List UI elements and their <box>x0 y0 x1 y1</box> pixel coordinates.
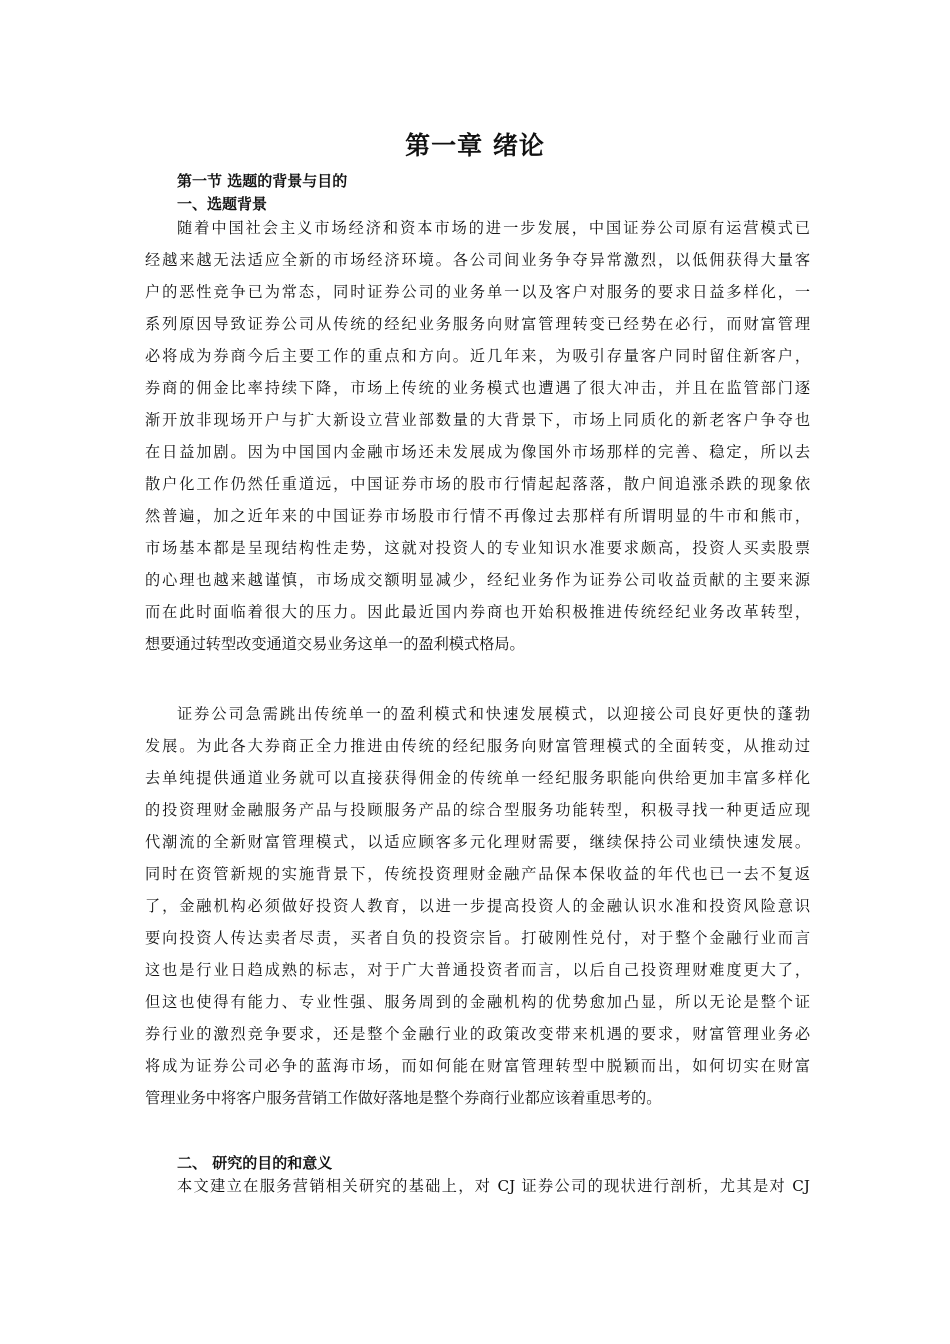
paragraph-line: 散户化工作仍然任重道远，中国证券市场的股市行情起起落落，散户间追涨杀跌的现象依 <box>145 475 810 493</box>
paragraph-line: 随着中国社会主义市场经济和资本市场的进一步发展，中国证券公司原有运营模式已 <box>177 219 810 237</box>
paragraph-line: 的投资理财金融服务产品与投顾服务产品的综合型服务功能转型，积极寻找一种更适应现 <box>145 801 810 819</box>
paragraph-line: 管理业务中将客户服务营销工作做好落地是整个券商行业都应该着重思考的。 <box>145 1089 662 1107</box>
paragraph-transformation <box>145 698 810 1114</box>
section-title: 第一节 选题的背景与目的 <box>177 172 348 190</box>
paragraph-line: 去单纯提供通道业务就可以直接获得佣金的传统单一经纪服务职能向供给更加丰富多样化 <box>145 769 810 787</box>
paragraph-line: 证券公司急需跳出传统单一的盈利模式和快速发展模式，以迎接公司良好更快的蓬勃 <box>177 705 810 723</box>
paragraph-line: 了，金融机构必须做好投资人教育，以进一步提高投资人的金融认识水准和投资风险意识 <box>145 897 810 915</box>
paragraph-line: 发展。为此各大券商正全力推进由传统的经纪服务向财富管理模式的全面转变，从推动过 <box>145 737 810 755</box>
paragraph-line: 在日益加剧。因为中国国内金融市场还未发展成为像国外市场那样的完善、稳定，所以去 <box>145 443 810 461</box>
paragraph-line: 但这也使得有能力、专业性强、服务周到的金融机构的优势愈加凸显，所以无论是整个证 <box>145 993 810 1011</box>
paragraph-line: 代潮流的全新财富管理模式，以适应顾客多元化理财需要，继续保持公司业绩快速发展。 <box>145 833 810 851</box>
paragraph-line: 券行业的激烈竞争要求，还是整个金融行业的政策改变带来机遇的要求，财富管理业务必 <box>145 1025 810 1043</box>
paragraph-line: 将成为证券公司必争的蓝海市场，而如何能在财富管理转型中脱颖而出，如何切实在财富 <box>145 1057 810 1075</box>
paragraph-line: 的心理也越来越谨慎，市场成交额明显减少，经纪业务作为证券公司收益贡献的主要来源 <box>145 571 810 589</box>
paragraph-line: 系列原因导致证券公司从传统的经纪业务服务向财富管理转变已经势在必行，而财富管理 <box>145 315 810 333</box>
paragraph-line: 本文建立在服务营销相关研究的基础上，对 CJ 证券公司的现状进行剖析，尤其是对 CJ <box>177 1177 810 1195</box>
paragraph-line: 这也是行业日趋成熟的标志，对于广大普通投资者而言，以后自己投资理财难度更大了， <box>145 961 810 979</box>
paragraph-line: 要向投资人传达卖者尽责，买者自负的投资宗旨。打破刚性兑付，对于整个金融行业而言 <box>145 929 810 947</box>
paragraph-line: 经越来越无法适应全新的市场经济环境。各公司间业务争夺异常激烈，以低佣获得大量客 <box>145 251 810 269</box>
paragraph-line: 想要通过转型改变通道交易业务这单一的盈利模式格局。 <box>145 635 525 653</box>
paragraph-line: 渐开放非现场开户与扩大新设立营业部数量的大背景下，市场上同质化的新老客户争夺也 <box>145 411 810 429</box>
subsection-title-purpose: 二、 研究的目的和意义 <box>177 1154 333 1172</box>
paragraph-line: 市场基本都是呈现结构性走势，这就对投资人的专业知识水准要求颇高，投资人买卖股票 <box>145 539 810 557</box>
paragraph-line: 然普遍，加之近年来的中国证券市场股市行情不再像过去那样有所谓明显的牛市和熊市， <box>145 507 810 525</box>
paragraph-line: 券商的佣金比率持续下降，市场上传统的业务模式也遭遇了很大冲击，并且在监管部门逐 <box>145 379 810 397</box>
paragraph-background <box>145 212 810 660</box>
paragraph-line: 同时在资管新规的实施背景下，传统投资理财金融产品保本保收益的年代也已一去不复返 <box>145 865 810 883</box>
subsection-title-background: 一、选题背景 <box>177 195 268 213</box>
paragraph-purpose <box>145 1170 810 1202</box>
paragraph-line: 而在此时面临着很大的压力。因此最近国内券商也开始积极推进传统经纪业务改革转型， <box>145 603 810 621</box>
paragraph-line: 必将成为券商今后主要工作的重点和方向。近几年来，为吸引存量客户同时留住新客户， <box>145 347 810 365</box>
paragraph-line: 户的恶性竞争已为常态，同时证券公司的业务单一以及客户对服务的要求日益多样化，一 <box>145 283 810 301</box>
chapter-title: 第一章 绪论 <box>405 131 545 160</box>
